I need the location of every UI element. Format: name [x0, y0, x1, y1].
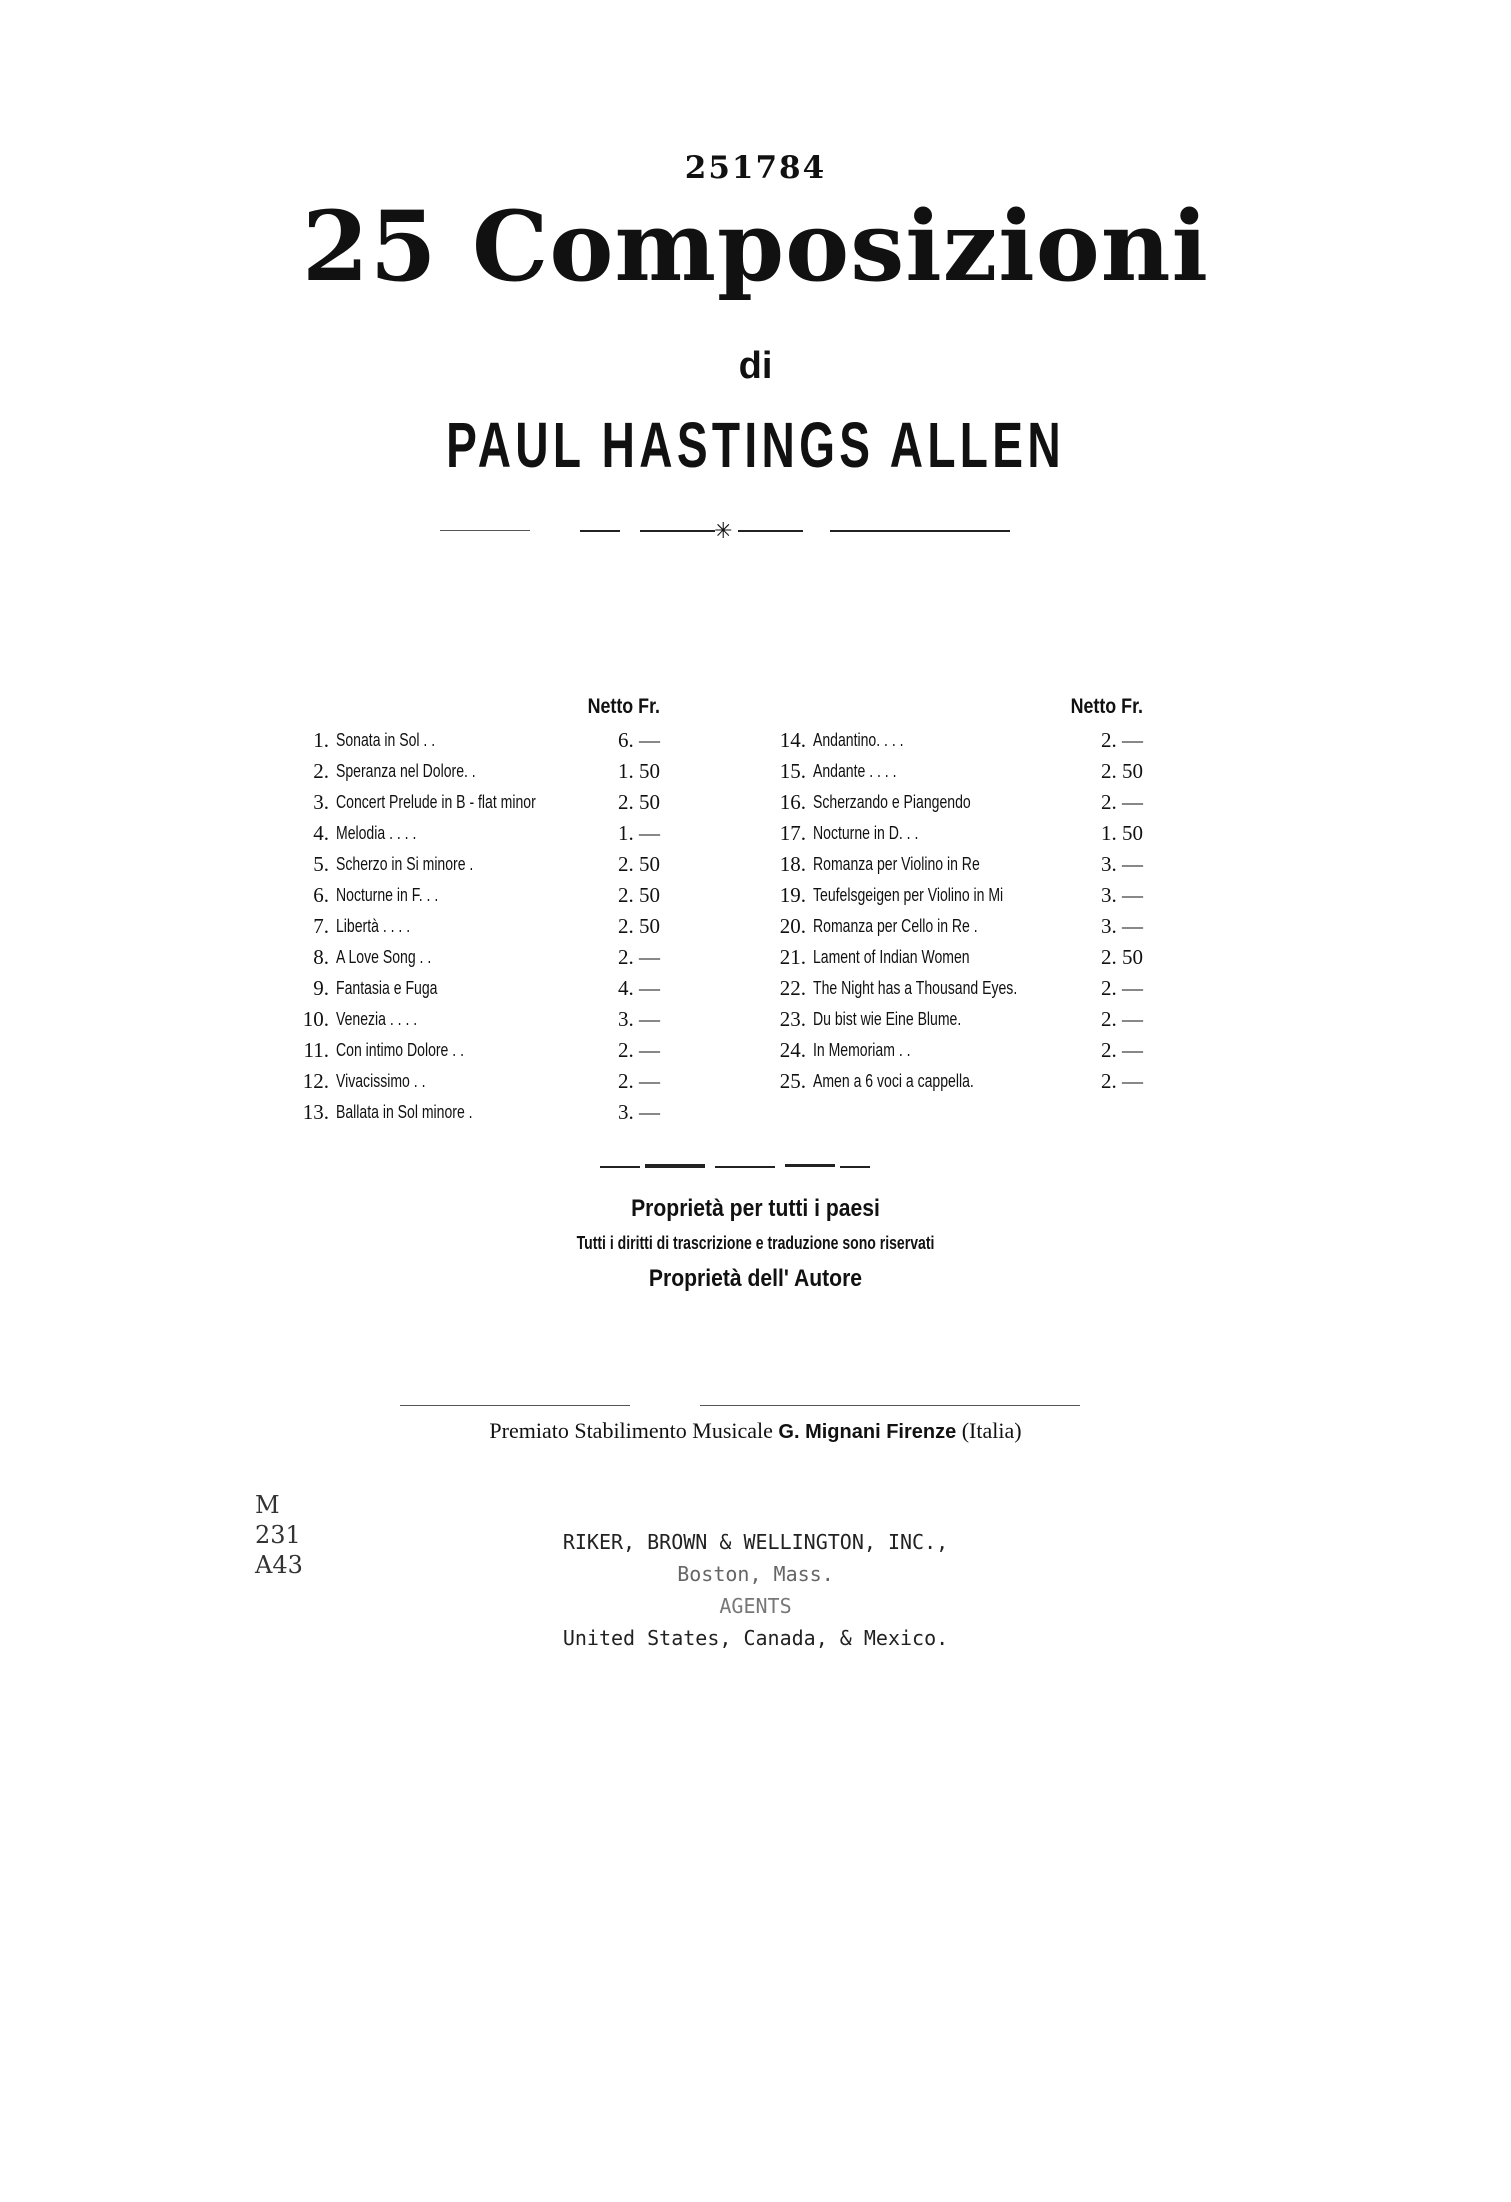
call-number-line: M: [255, 1491, 280, 1519]
work-number: 2.: [313, 759, 329, 783]
work-number: 5.: [313, 852, 329, 876]
work-row: [760, 1069, 1143, 1099]
price-header-right: Netto Fr.: [1070, 695, 1143, 718]
work-price: 2. —: [1101, 976, 1143, 1000]
work-row: [283, 976, 660, 1006]
work-number: 17.: [779, 821, 806, 845]
agent-label: AGENTS: [719, 1594, 792, 1618]
work-number: 8.: [313, 945, 329, 969]
star-ornament-icon: ✳: [714, 518, 733, 543]
work-price: 6. —: [618, 728, 660, 752]
work-title: Romanza per Cello in Re .: [813, 916, 978, 936]
work-number: 22.: [779, 976, 806, 1000]
ornament-rule: [715, 1166, 775, 1168]
work-title: Fantasia e Fuga: [336, 978, 438, 998]
work-row: [283, 1100, 660, 1130]
work-title: The Night has a Thousand Eyes.: [813, 978, 1018, 998]
work-row: [283, 852, 660, 882]
work-row: [283, 883, 660, 913]
work-price: 2. —: [618, 945, 660, 969]
work-number: 14.: [779, 728, 806, 752]
work-row: [283, 945, 660, 975]
di-label: di: [738, 345, 773, 387]
work-price: 4. —: [618, 976, 660, 1000]
publisher-prefix: Premiato Stabilimento Musicale: [489, 1418, 779, 1443]
publisher-rule-left: [400, 1405, 630, 1406]
work-number: 10.: [302, 1007, 329, 1031]
work-number: 21.: [779, 945, 806, 969]
work-number: 6.: [313, 883, 329, 907]
call-number-line: A43: [255, 1551, 303, 1579]
work-title: Melodia . . . .: [336, 823, 417, 843]
work-title: Con intimo Dolore . .: [336, 1040, 464, 1060]
work-title: Andante . . . .: [813, 761, 897, 781]
agent-name: RIKER, BROWN & WELLINGTON, INC.,: [562, 1530, 949, 1554]
work-row: [283, 1007, 660, 1037]
work-price: 2. —: [618, 1038, 660, 1062]
work-number: 1.: [313, 728, 329, 752]
work-title: Romanza per Violino in Re: [813, 854, 980, 874]
work-row: [760, 883, 1143, 913]
work-number: 11.: [303, 1038, 329, 1062]
publisher-line: [0, 1418, 1511, 1444]
work-row: [760, 914, 1143, 944]
work-title: Scherzo in Si minore .: [336, 854, 474, 874]
work-price: 2. —: [1101, 728, 1143, 752]
work-title: Libertà . . . .: [336, 916, 411, 936]
work-title: Speranza nel Dolore. .: [336, 761, 476, 781]
ornament-rule: [640, 530, 715, 532]
work-title: Ballata in Sol minore .: [336, 1102, 473, 1122]
work-row: [283, 1038, 660, 1068]
work-row: [760, 728, 1143, 758]
work-row: [760, 759, 1143, 789]
call-number-line: 231: [255, 1521, 301, 1549]
work-number: 19.: [779, 883, 806, 907]
ornament-rule: [738, 530, 803, 532]
work-row: [760, 852, 1143, 882]
work-row: [283, 1069, 660, 1099]
work-title: Andantino. . . .: [813, 730, 904, 750]
work-price: 3. —: [1101, 883, 1143, 907]
work-price: 2. —: [1101, 1038, 1143, 1062]
ornament-rule: [840, 1166, 870, 1168]
work-title: A Love Song . .: [336, 947, 432, 967]
work-row: [283, 914, 660, 944]
work-title: Nocturne in F. . .: [336, 885, 439, 905]
work-price: 2. 50: [618, 790, 660, 814]
work-title: Scherzando e Piangendo: [813, 792, 971, 812]
publisher-name: G. Mignani Firenze: [778, 1421, 957, 1443]
ornament-rule: [600, 1166, 640, 1168]
work-row: [760, 1038, 1143, 1068]
work-number: 3.: [313, 790, 329, 814]
work-row: [760, 790, 1143, 820]
work-title: Lament of Indian Women: [813, 947, 970, 967]
work-price: 1. 50: [1101, 821, 1143, 845]
catalog-number: 251784: [684, 150, 827, 186]
work-price: 2. 50: [618, 914, 660, 938]
work-row: [283, 759, 660, 789]
work-title: Sonata in Sol . .: [336, 730, 436, 750]
work-price: 3. —: [618, 1100, 660, 1124]
work-number: 23.: [779, 1007, 806, 1031]
work-title: Du bist wie Eine Blume.: [813, 1009, 962, 1029]
work-title: Concert Prelude in B - flat minor: [336, 792, 536, 812]
work-price: 2. 50: [1101, 945, 1143, 969]
agent-territory: United States, Canada, & Mexico.: [562, 1626, 949, 1650]
price-header-left: Netto Fr.: [587, 695, 660, 718]
work-price: 2. 50: [618, 852, 660, 876]
work-number: 7.: [313, 914, 329, 938]
work-title: Vivacissimo . .: [336, 1071, 426, 1091]
agent-city: Boston, Mass.: [677, 1562, 834, 1586]
work-row: [760, 1007, 1143, 1037]
work-number: 16.: [779, 790, 806, 814]
work-number: 20.: [779, 914, 806, 938]
work-title: Venezia . . . .: [336, 1009, 418, 1029]
work-number: 13.: [302, 1100, 329, 1124]
ornament-rule: [580, 530, 620, 532]
ornament-rule: [645, 1164, 705, 1168]
work-number: 12.: [302, 1069, 329, 1093]
work-price: 2. 50: [618, 883, 660, 907]
work-row: [283, 790, 660, 820]
library-call-number: [255, 1490, 303, 1580]
ornament-rule: [830, 530, 1010, 532]
work-title: Nocturne in D. . .: [813, 823, 919, 843]
work-price: 3. —: [1101, 852, 1143, 876]
ornament-rule: [440, 530, 530, 531]
publisher-suffix: (Italia): [956, 1418, 1022, 1443]
work-number: 9.: [313, 976, 329, 1000]
work-price: 2. 50: [1101, 759, 1143, 783]
rights-author: Proprietà dell' Autore: [648, 1265, 863, 1292]
publisher-rule-right: [700, 1405, 1080, 1406]
work-price: 1. 50: [618, 759, 660, 783]
rights-reserved: Tutti i diritti di trascrizione e traduzione sono riservati: [576, 1233, 935, 1253]
work-row: [760, 821, 1143, 851]
work-price: 2. —: [1101, 1007, 1143, 1031]
work-price: 3. —: [618, 1007, 660, 1031]
work-title: Amen a 6 voci a cappella.: [813, 1071, 974, 1091]
work-row: [283, 728, 660, 758]
work-price: 2. —: [618, 1069, 660, 1093]
work-title: In Memoriam . .: [813, 1040, 911, 1060]
work-price: 1. —: [618, 821, 660, 845]
work-price: 2. —: [1101, 1069, 1143, 1093]
page-title: 25 Composizioni: [302, 190, 1209, 303]
work-row: [760, 976, 1143, 1006]
composer-name: PAUL HASTINGS ALLEN: [446, 409, 1065, 481]
work-number: 4.: [313, 821, 329, 845]
work-title: Teufelsgeigen per Violino in Mi: [813, 885, 1004, 905]
work-number: 25.: [779, 1069, 806, 1093]
work-price: 2. —: [1101, 790, 1143, 814]
work-number: 24.: [779, 1038, 806, 1062]
work-number: 18.: [779, 852, 806, 876]
work-number: 15.: [779, 759, 806, 783]
ornament-rule: [785, 1164, 835, 1167]
rights-all-countries: Proprietà per tutti i paesi: [631, 1195, 880, 1222]
work-price: 3. —: [1101, 914, 1143, 938]
work-row: [283, 821, 660, 851]
work-row: [760, 945, 1143, 975]
